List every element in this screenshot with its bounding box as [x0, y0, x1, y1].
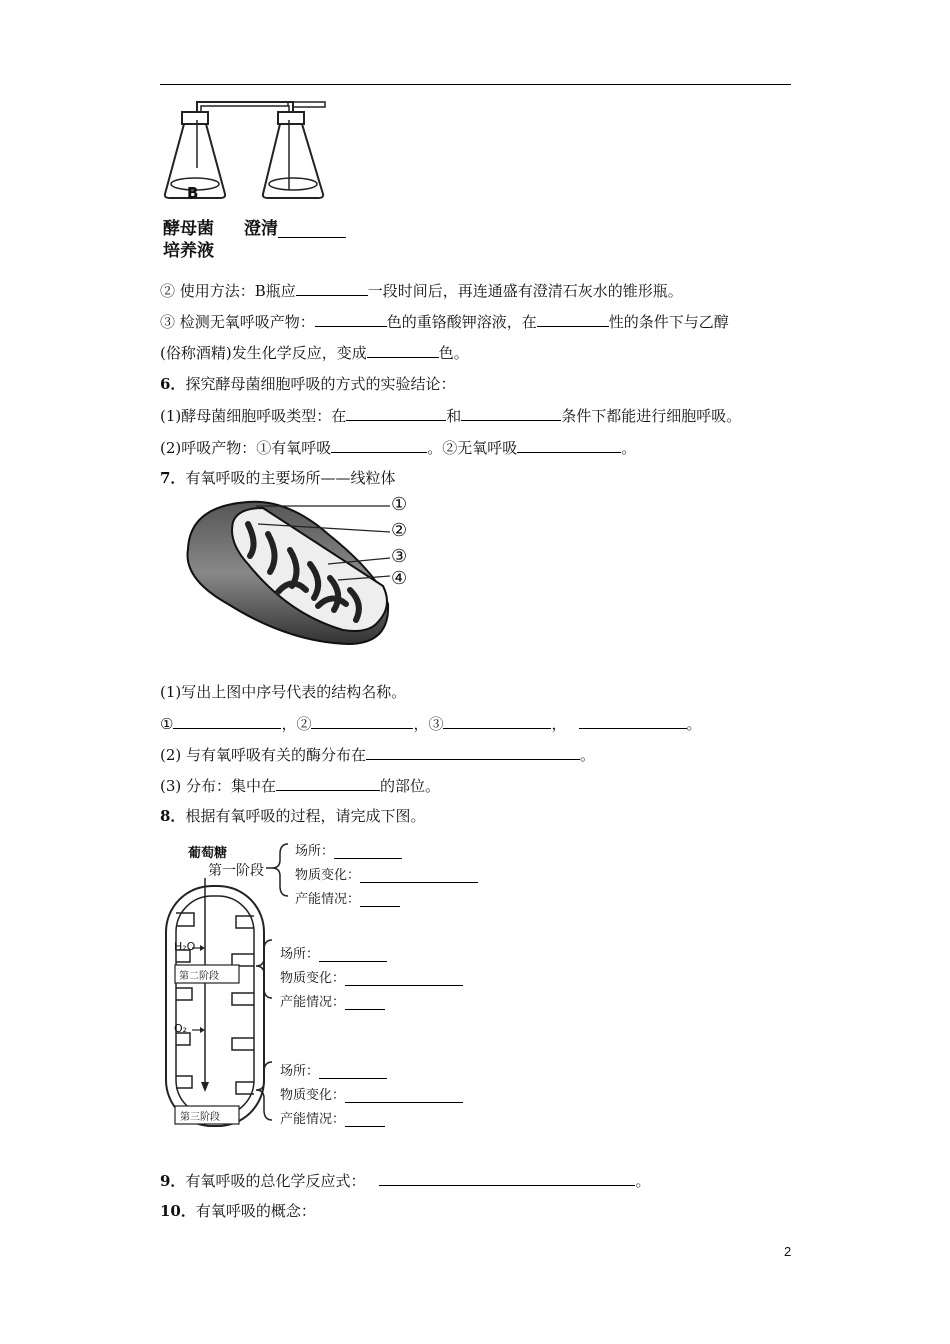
stage1-energy: 产能情况： — [295, 888, 400, 907]
blank[interactable] — [379, 1170, 635, 1186]
blank[interactable] — [276, 775, 380, 791]
q7-sub2: (2) 与有氧呼吸有关的酶分布在 。 — [160, 746, 596, 764]
blank[interactable] — [366, 744, 580, 760]
blank[interactable] — [345, 1112, 385, 1127]
blank[interactable] — [346, 405, 446, 421]
stage1-label: 第一阶段 — [208, 863, 264, 879]
limewater-label: 澄清 — [244, 214, 346, 239]
q6-line2: (2)呼吸产物：①有氧呼吸 。②无氧呼吸 。 — [160, 439, 637, 457]
stage2-energy: 产能情况： — [280, 991, 385, 1010]
stage1-change: 物质变化： — [295, 864, 478, 883]
glucose-label: 葡萄糖 — [188, 846, 228, 861]
stage3-change: 物质变化： — [280, 1084, 463, 1103]
blank[interactable] — [345, 1088, 463, 1103]
yeast-label-1: 酵母菌 — [163, 219, 214, 239]
stage3-place: 场所： — [280, 1060, 387, 1079]
q7-sub1-blanks: ① ，② ，③ ， 。 — [160, 715, 702, 733]
q5-item3-cont: (俗称酒精)发生化学反应，变成 色。 — [160, 344, 469, 362]
marker-1: ① — [391, 494, 408, 515]
stage2-place: 场所： — [280, 943, 387, 962]
page-number: 2 — [784, 1244, 792, 1259]
flask-letter-b: B — [187, 184, 199, 202]
header-rule — [160, 84, 791, 85]
blank[interactable] — [173, 713, 281, 729]
q10: 10．有氧呼吸的概念： — [160, 1202, 316, 1220]
blank[interactable] — [334, 844, 402, 859]
blank[interactable] — [319, 947, 387, 962]
q6-line1: (1)酵母菌细胞呼吸类型：在 和 条件下都能进行细胞呼吸。 — [160, 407, 742, 425]
q7-sub1: (1)写出上图中序号代表的结构名称。 — [160, 683, 407, 701]
blank[interactable] — [319, 1064, 387, 1079]
blank[interactable] — [579, 713, 687, 729]
blank[interactable] — [345, 971, 463, 986]
q7-title: 7．有氧呼吸的主要场所——线粒体 — [160, 469, 396, 487]
blank[interactable] — [443, 713, 551, 729]
stage2-label: 第二阶段 — [179, 971, 219, 982]
marker-4: ④ — [391, 568, 408, 589]
h2o-label: H₂O — [174, 940, 196, 953]
blank[interactable] — [311, 713, 413, 729]
blank[interactable] — [537, 311, 609, 327]
blank[interactable] — [315, 311, 387, 327]
q9: 9．有氧呼吸的总化学反应式： 。 — [160, 1172, 651, 1190]
q5-item2: ② 使用方法：B瓶应 一段时间后，再连通盛有澄清石灰水的锥形瓶。 — [160, 282, 683, 300]
stage1-place: 场所： — [295, 840, 402, 859]
stage2-change: 物质变化： — [280, 967, 463, 986]
q8-title: 8．根据有氧呼吸的过程，请完成下图。 — [160, 807, 426, 825]
yeast-label-2: 培养液 — [163, 241, 214, 261]
blank[interactable] — [360, 892, 400, 907]
mitochondrion-figure — [178, 494, 418, 654]
stage3-energy: 产能情况： — [280, 1108, 385, 1127]
o2-label: O₂ — [174, 1022, 188, 1035]
blank[interactable] — [517, 437, 621, 453]
limewater-blank — [278, 221, 346, 238]
q7-sub3: (3) 分布：集中在 的部位。 — [160, 777, 441, 795]
blank[interactable] — [331, 437, 427, 453]
blank[interactable] — [345, 995, 385, 1010]
stage3-label: 第三阶段 — [180, 1112, 220, 1123]
blank[interactable] — [367, 342, 439, 358]
blank[interactable] — [296, 280, 368, 296]
blank[interactable] — [461, 405, 561, 421]
q5-item3: ③ 检测无氧呼吸产物： 色的重铬酸钾溶液，在 性的条件下与乙醇 — [160, 313, 729, 331]
q6-title: 6．探究酵母菌细胞呼吸的方式的实验结论： — [160, 375, 456, 393]
blank[interactable] — [360, 868, 478, 883]
marker-3: ③ — [391, 546, 408, 567]
marker-2: ② — [391, 520, 408, 541]
